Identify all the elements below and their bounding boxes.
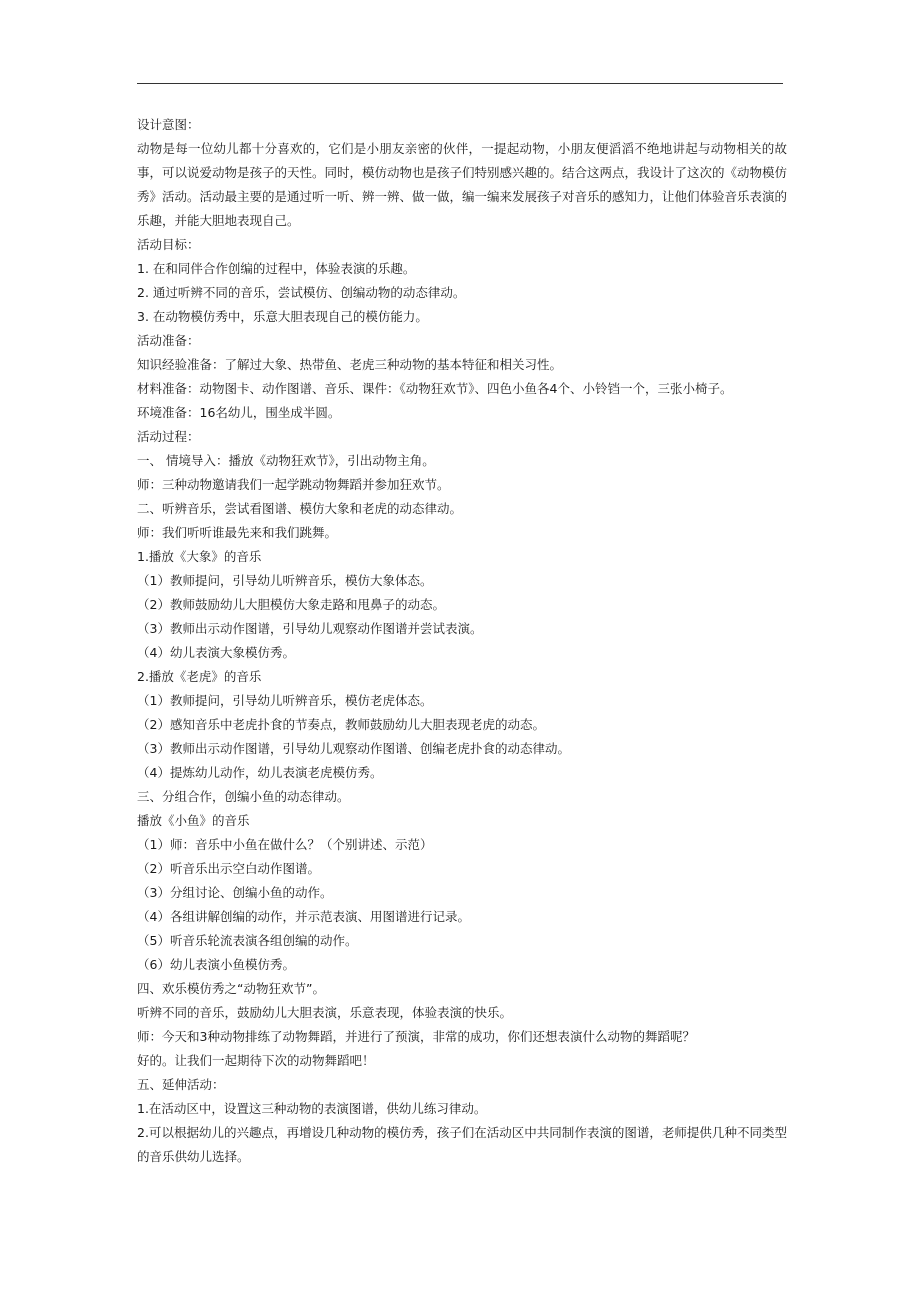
process-step: 二、听辨音乐，尝试看图谱、模仿大象和老虎的动态律动。 [137, 501, 463, 516]
section-heading-process: 活动过程： [137, 429, 200, 444]
process-line: （1）师：音乐中小鱼在做什么？（个别讲述、示范） [137, 837, 433, 852]
goal-item: 1. 在和同伴合作创编的过程中，体验表演的乐趣。 [137, 261, 416, 276]
process-line: （3）教师出示动作图谱，引导幼儿观察动作图谱、创编老虎扑食的动态律动。 [137, 741, 570, 756]
process-line: （2）感知音乐中老虎扑食的节奏点，教师鼓励幼儿大胆表现老虎的动态。 [137, 717, 545, 732]
process-line: （1）教师提问，引导幼儿听辨音乐，模仿大象体态。 [137, 573, 433, 588]
process-line: 好的。让我们一起期待下次的动物舞蹈吧！ [137, 1053, 375, 1068]
process-line: （2）听音乐出示空白动作图谱。 [137, 861, 320, 876]
process-line: 师：我们听听谁最先来和我们跳舞。 [137, 525, 338, 540]
process-substep: 1.播放《大象》的音乐 [137, 549, 262, 564]
section-heading-design-intent: 设计意图： [137, 117, 200, 132]
process-line: （4）提炼幼儿动作，幼儿表演老虎模仿秀。 [137, 765, 383, 780]
process-line: （4）各组讲解创编的动作，并示范表演、用图谱进行记录。 [137, 909, 470, 924]
process-line: 听辨不同的音乐，鼓励幼儿大胆表演，乐意表现，体验表演的快乐。 [137, 1005, 513, 1020]
process-line: （6）幼儿表演小鱼模仿秀。 [137, 957, 295, 972]
extension-item: 1.在活动区中，设置这三种动物的表演图谱，供幼儿练习律动。 [137, 1101, 487, 1116]
design-intent-paragraph: 动物是每一位幼儿都十分喜欢的，它们是小朋友亲密的伙伴，一提起动物，小朋友便滔滔不绝地讲起与动物相关的故事，可以说爱动物是孩子的天性。同时，模仿动物也是孩子们特别感兴趣的。结合这两点，我设计了这次的《动物模仿秀》活动。活动最主要的是通过听一听、辨一辨、做一做，编一编来发展孩子对音乐的感知力，让他们体验音乐表演的乐趣，并能大胆地表现自己。 [137, 141, 788, 228]
goal-item: 2. 通过听辨不同的音乐，尝试模仿、创编动物的动态律动。 [137, 285, 466, 300]
process-step: 三、分组合作，创编小鱼的动态律动。 [137, 789, 350, 804]
extension-item: 2.可以根据幼儿的兴趣点，再增设几种动物的模仿秀，孩子们在活动区中共同制作表演的图谱，老师提供几种不同类型的音乐供幼儿选择。 [137, 1125, 787, 1164]
section-heading-goals: 活动目标： [137, 237, 200, 252]
section-heading-extension: 五、延伸活动： [137, 1077, 225, 1092]
section-heading-preparation: 活动准备： [137, 333, 200, 348]
process-line: 师：三种动物邀请我们一起学跳动物舞蹈并参加狂欢节。 [137, 477, 450, 492]
process-step: 四、欢乐模仿秀之“动物狂欢节”。 [137, 981, 325, 996]
preparation-item: 环境准备：16名幼儿，围坐成半圆。 [137, 405, 341, 420]
process-line: （2）教师鼓励幼儿大胆模仿大象走路和甩鼻子的动态。 [137, 597, 445, 612]
process-line: （5）听音乐轮流表演各组创编的动作。 [137, 933, 358, 948]
goal-item: 3. 在动物模仿秀中，乐意大胆表现自己的模仿能力。 [137, 309, 428, 324]
process-substep: 播放《小鱼》的音乐 [137, 813, 250, 828]
process-substep: 2.播放《老虎》的音乐 [137, 669, 262, 684]
process-line: （3）教师出示动作图谱，引导幼儿观察动作图谱并尝试表演。 [137, 621, 483, 636]
process-line: （4）幼儿表演大象模仿秀。 [137, 645, 295, 660]
document-body [137, 113, 787, 1169]
process-line: 师：今天和3种动物排练了动物舞蹈，并进行了预演，非常的成功，你们还想表演什么动物的舞蹈呢？ [137, 1029, 695, 1044]
header-rule [137, 83, 783, 84]
process-step: 一、 情境导入：播放《动物狂欢节》，引出动物主角。 [137, 453, 435, 468]
preparation-item: 知识经验准备：了解过大象、热带鱼、老虎三种动物的基本特征和相关习性。 [137, 357, 563, 372]
preparation-item: 材料准备：动物图卡、动作图谱、音乐、课件：《动物狂欢节》、四色小鱼各4个、小铃铛一个，三张小椅子。 [137, 381, 733, 396]
process-line: （1）教师提问，引导幼儿听辨音乐，模仿老虎体态。 [137, 693, 433, 708]
process-line: （3）分组讨论、创编小鱼的动作。 [137, 885, 333, 900]
